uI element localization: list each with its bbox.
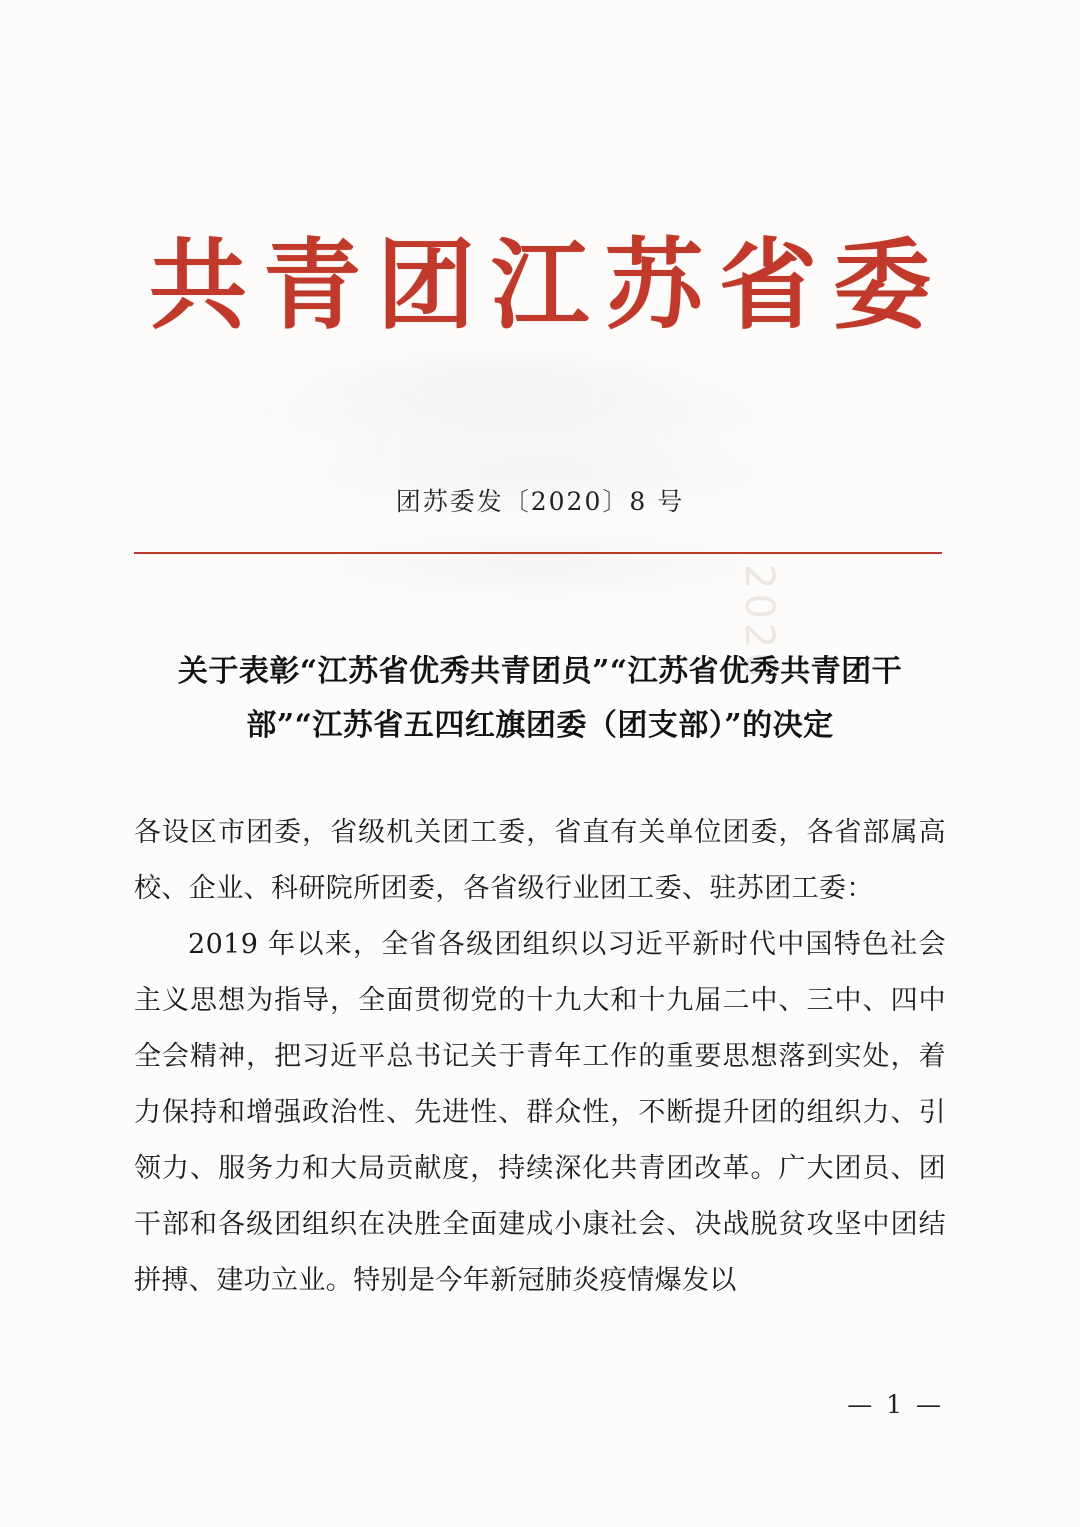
showthrough-year-artifact: 2020 xyxy=(735,564,782,682)
issuer-header: 共青团江苏省委 xyxy=(148,228,947,343)
red-divider-rule xyxy=(134,552,942,554)
document-body xyxy=(134,805,946,1309)
page-number: — 1 — xyxy=(847,1390,944,1419)
addressee-line: 各设区市团委，省级机关团工委，省直有关单位团委，各省部属高校、企业、科研院所团委，各省级行业团工委、驻苏团工委： xyxy=(134,817,946,904)
body-paragraph-1: 2019 年以来，全省各级团组织以习近平新时代中国特色社会主义思想为指导，全面贯彻党的十九大和十九届二中、三中、四中全会精神，把习近平总书记关于青年工作的重要思想落到实处，着力保持和增强政治性、先进性、群众性，不断提升团的组织力、引领力、服务力和大局贡献度，持续深化共青团改革。广大团员、团干部和各级团组织在决胜全面建成小康社会、决战脱贫攻坚中团结拼搏、建功立业。特别是今年新冠肺炎疫情爆发以 xyxy=(134,929,946,1296)
document-number: 团苏委发〔2020〕8 号 xyxy=(395,487,685,516)
document-title: 关于表彰“江苏省优秀共青团员”“江苏省优秀共青团干部”“江苏省五四红旗团委（团支部）”的决定 xyxy=(177,654,903,743)
